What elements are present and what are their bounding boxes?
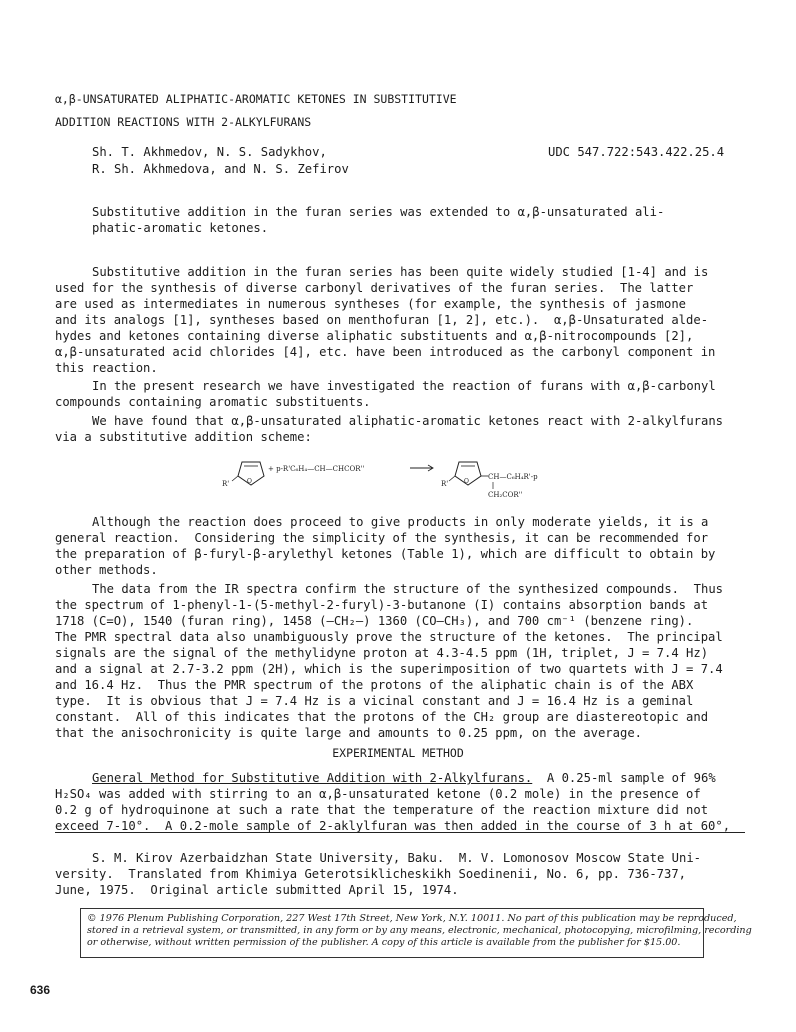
method-text: H₂SO₄ was added with stirring to an α,β-unsaturated ketone (0.2 mole) in the presence of 0.2 g of hydroquinone at such a rate that the temperature of the reaction mixture did not exceed 7-10°. A 0.2-mole sample of 2-aklylfuran was then added in the course of 3 h at 60°, — [55, 787, 731, 833]
method-first-line — [55, 770, 745, 786]
paragraph-intro: Substitutive addition in the furan series has been quite widely studied [1-4] and is used for the synthesis of diverse carbonyl derivatives of the furan series. The latter are used as intermediates in numerous syntheses (for example, the synthesis of jasmone and its analogs [1], syntheses based on menthofuran [1, 2], etc.). α,β-Unsaturated alde- hydes and ketones containing diverse aliphatic substituents and α,β-nitrocompounds [2], α,β-unsaturated acid chlorides [4], etc. have been introduced as the carbonyl component in this reaction. — [55, 265, 716, 375]
affiliation-note: S. M. Kirov Azerbaidzhan State University, Baku. M. V. Lomonosov Moscow State Uni- versity. Translated from Khimiya Geterotsiklicheskikh Soedinenii, No. 6, pp. 736-737, June, 1975. Original article submitted April 15, 1974. — [55, 851, 702, 897]
paragraph-scheme-intro: We have found that α,β-unsaturated aliphatic-aromatic ketones react with 2-alkylfurans via a substitutive addition scheme: — [55, 414, 724, 444]
article-title-line-2: ADDITION REACTIONS WITH 2-ALKYLFURANS — [55, 115, 312, 129]
author-line-1: Sh. T. Akhmedov, N. S. Sadykhov, — [92, 145, 327, 159]
product-chain-lower: CH₂COR'' — [488, 491, 523, 499]
udc-code: UDC 547.722:543.422.25.4 — [548, 145, 725, 159]
author-line-2: R. Sh. Akhmedova, and N. S. Zefirov — [92, 162, 349, 176]
reactant-furan-ring — [232, 462, 264, 485]
product-substituent: R' — [441, 480, 449, 488]
copyright-notice: © 1976 Plenum Publishing Corporation, 227 West 17th Street, New York, N.Y. 10011. No part of this publication may be reproduced, stored in a retrieval system, or transmitted, in any form or by any means, electronic, mechanical, photocopying, microfilming, recording or otherwise, without written permission of the publisher. A copy of this article is available from the publisher for $15.00. — [80, 908, 704, 958]
svg-text:O: O — [464, 478, 469, 485]
page-number: 636 — [30, 983, 51, 997]
method-heading: General Method for Substitutive Addition with 2-Alkylfurans. — [92, 771, 533, 785]
section-heading-experimental: EXPERIMENTAL METHOD — [332, 746, 464, 760]
article-title-line-1: α,β-UNSATURATED ALIPHATIC-AROMATIC KETONES IN SUBSTITUTIVE — [55, 92, 457, 106]
reactant-substituent: R' — [222, 480, 230, 488]
reagent-formula: + p-R'C₆H₄—CH—CHCOR'' — [268, 465, 365, 473]
paragraph-present-research: In the present research we have investigated the reaction of furans with α,β-carbonyl compounds containing aromatic substituents. — [55, 379, 716, 409]
reaction-arrow — [410, 465, 433, 471]
footnote-separator — [55, 832, 745, 833]
paragraph-spectra: The data from the IR spectra confirm the structure of the synthesized compounds. Thus the spectrum of 1-phenyl-1-(5-methyl-2-furyl)-3-butanone (I) contains absorption bands at 1718 (C=O), 1540 (furan ring), 1458 (—CH₂—) 1360 (CO—CH₃), and 700 cm⁻¹ (benzene ring). The PMR spectral data also unambiguously prove the structure of the ketones. The principal signals are the signal of the methylidyne proton at 4.3-4.5 ppm (1H, triplet, J = 7.4 Hz) and a signal at 2.7-3.2 ppm (2H), which is the superimposition of two quartets with J = 7.4 and 16.4 Hz. Thus the PMR spectrum of the protons of the aliphatic chain is of the ABX type. It is obvious that J = 7.4 Hz is a vicinal constant and J = 16.4 Hz is a geminal constant. All of this indicates that the protons of the CH₂ group are diastereotopic and that the anisochronicity is quite large and amounts to 0.25 ppm, on the average. — [55, 582, 724, 740]
abstract: Substitutive addition in the furan series was extended to α,β-unsaturated ali- phatic-aromatic ketones. — [92, 205, 665, 235]
method-text-first: A 0.25-ml sample of 96% — [532, 771, 716, 785]
product-furan-ring — [449, 462, 488, 485]
reaction-scheme — [222, 448, 610, 506]
paragraph-general-reaction: Although the reaction does proceed to give products in only moderate yields, it is a general reaction. Considering the simplicity of the synthesis, it can be recommended for the preparation of β-furyl-β-arylethyl ketones (Table 1), which are difficult to obtain by other methods. — [55, 515, 716, 577]
product-chain-upper: CH—C₆H₄R'-p — [488, 473, 538, 481]
svg-text:O: O — [247, 478, 252, 485]
